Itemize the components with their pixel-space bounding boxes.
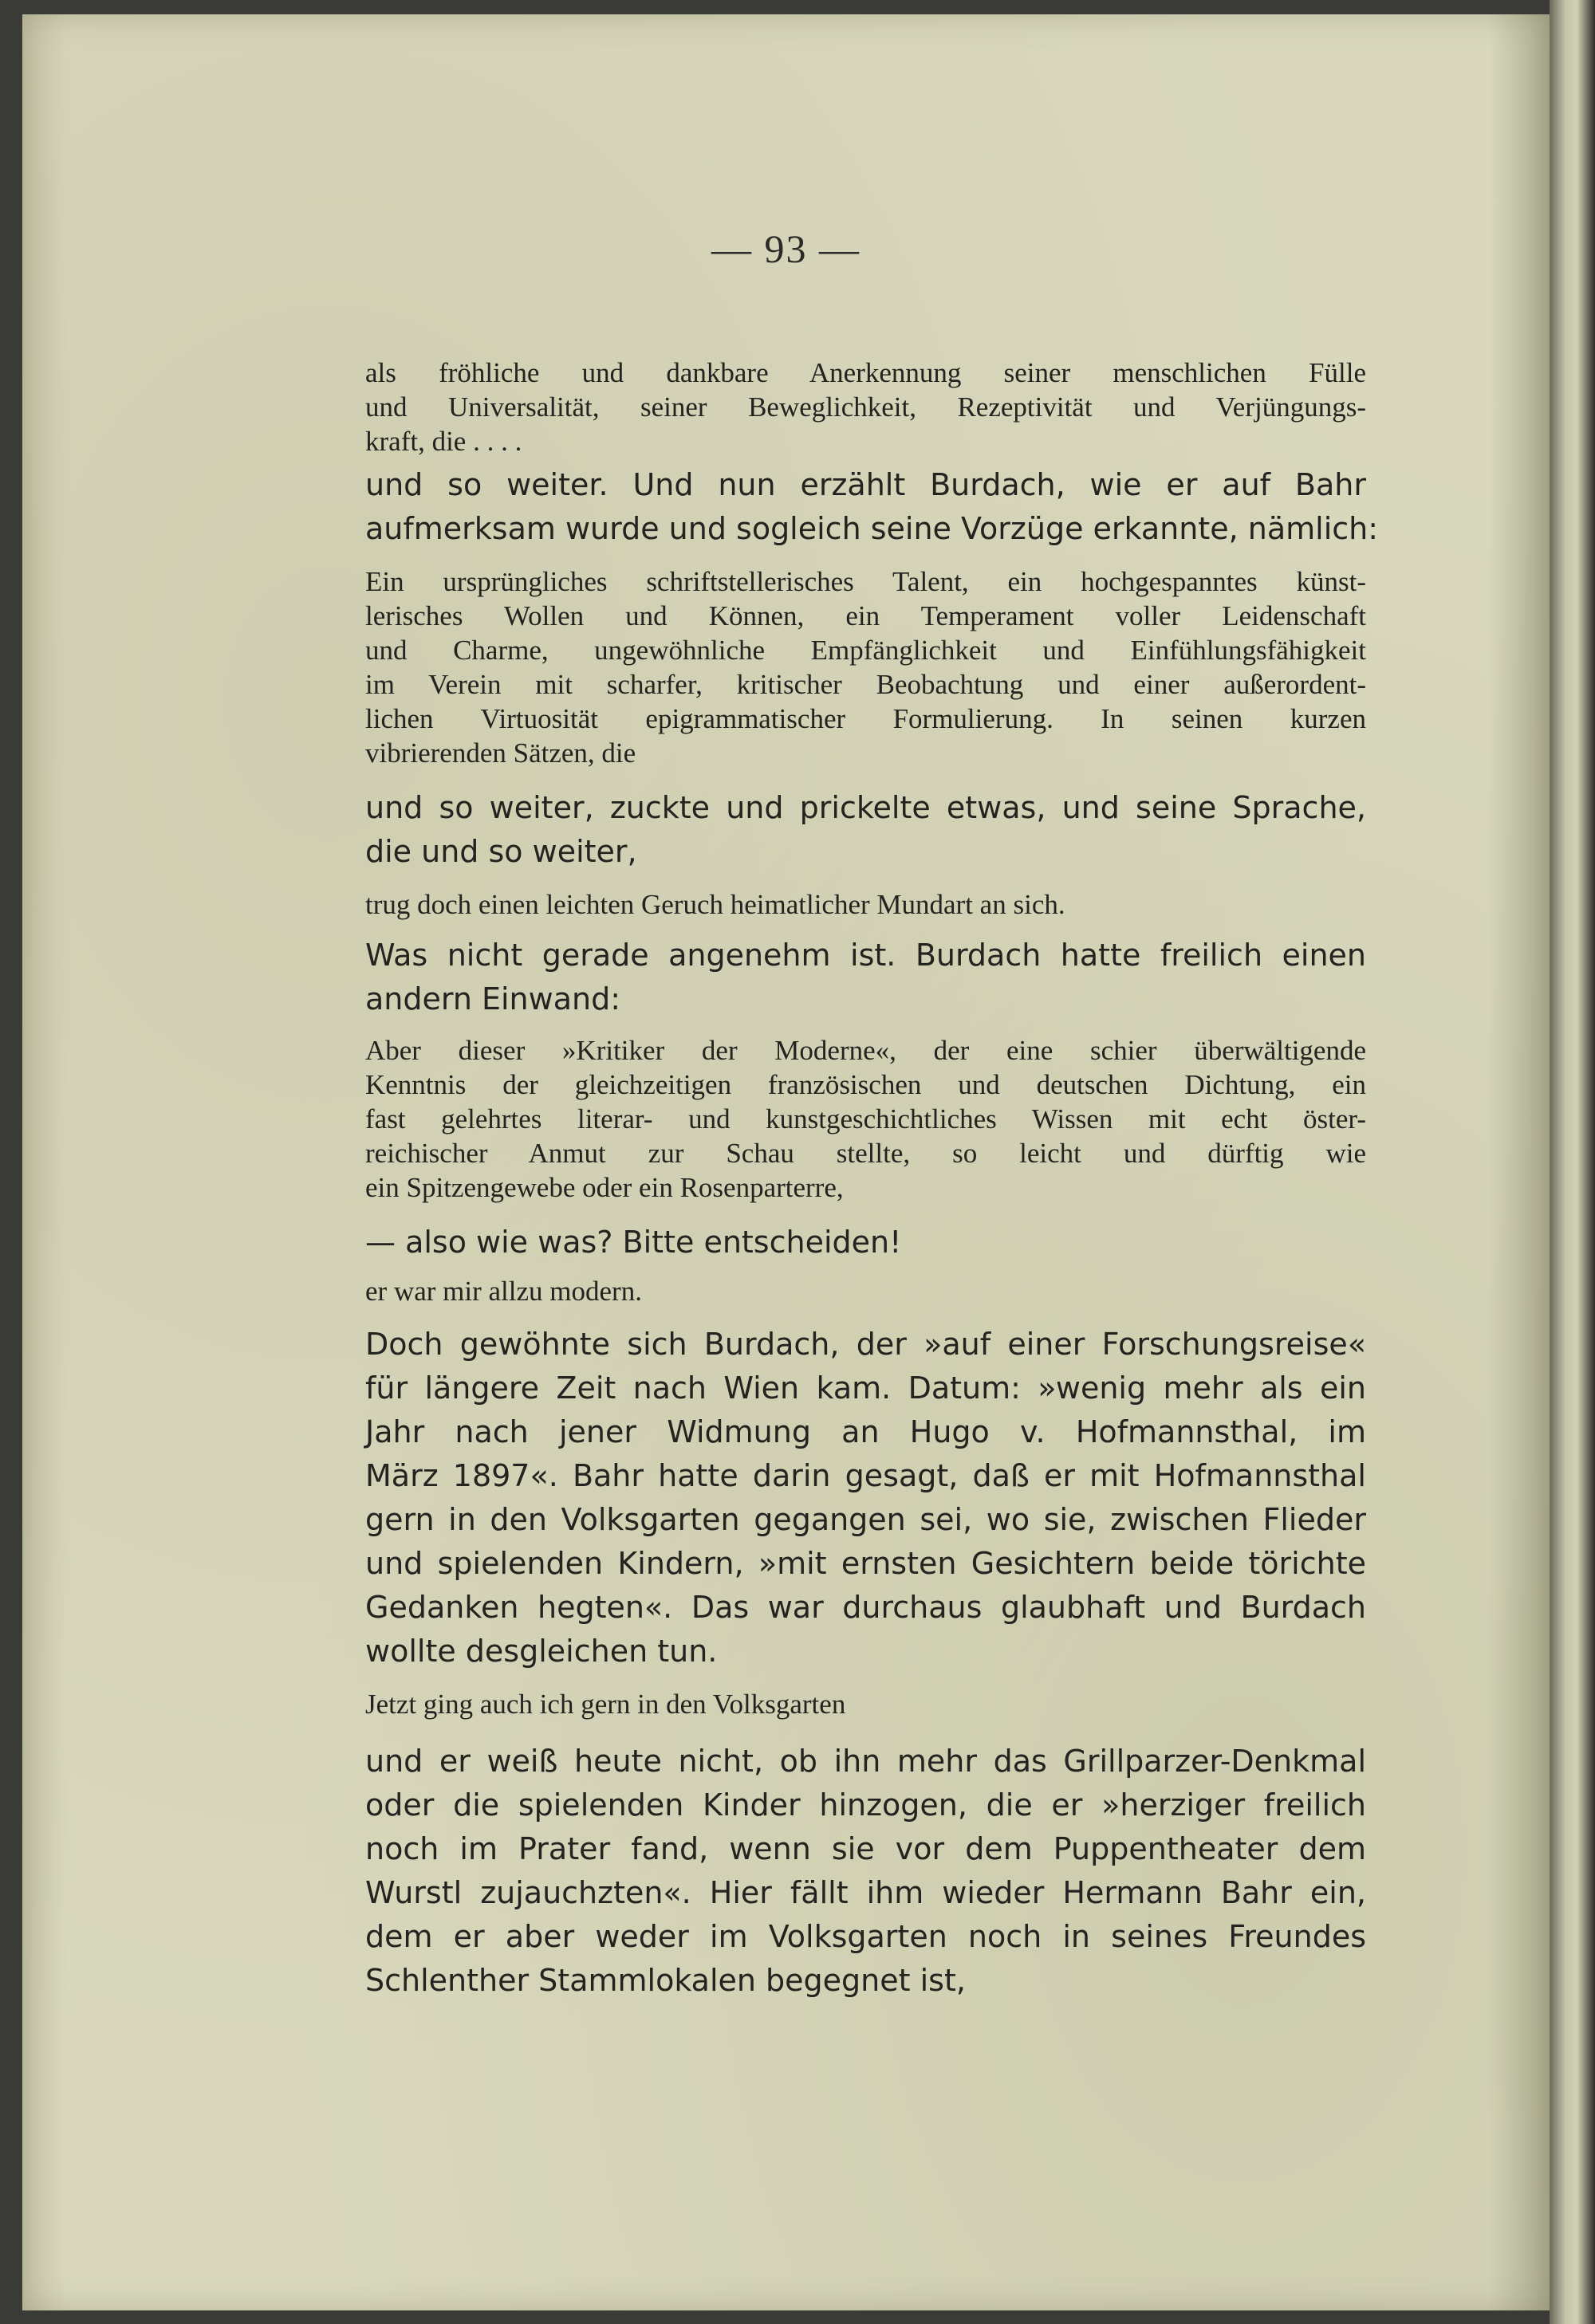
bleed-through-marks: ​ <box>58 132 63 201</box>
text-line: reichischer Anmut zur Schau stellte, so leicht und dürftig wie <box>365 1138 1366 1169</box>
text-line: März 1897«. Bahr hatte darin gesagt, daß er mit Hofmannsthal <box>365 1458 1366 1493</box>
book-spine <box>1550 0 1595 2324</box>
text-line: für längere Zeit nach Wien kam. Datum: »wenig mehr als ein <box>365 1370 1366 1406</box>
text-line: im Verein mit scharfer, kritischer Beobachtung und einer außerordent- <box>365 669 1366 700</box>
text-line: lichen Virtuosität epigrammatischer Formulierung. In seinen kurzen <box>365 703 1366 734</box>
text-line: Kenntnis der gleichzeitigen französischen und deutschen Dichtung, ein <box>365 1069 1366 1100</box>
text-line: wollte desgleichen tun. <box>365 1634 718 1669</box>
text-line: fast gelehrtes literar- und kunstgeschichtliches Wissen mit echt öster- <box>365 1103 1366 1134</box>
text-line: dem er aber weder im Volksgarten noch in seines Freundes <box>365 1919 1366 1954</box>
body-paragraph-1 <box>365 463 1379 551</box>
text-line: und Charme, ungewöhnliche Empfänglichkeit und Einfühlungsfähigkeit <box>365 635 1366 666</box>
text-line: Aber dieser »Kritiker der Moderne«, der eine schier überwältigende <box>365 1035 1366 1066</box>
text-line: und Universalität, seiner Beweglichkeit, Rezeptivität und Verjüngungs- <box>365 391 1366 423</box>
text-line: aufmerksam wurde und sogleich seine Vorzüge erkannte, nämlich: <box>365 511 1379 546</box>
text-line: andern Einwand: <box>365 981 621 1017</box>
quote-paragraph-3 <box>365 887 1366 922</box>
quote-paragraph-5 <box>365 1274 1366 1308</box>
book-page <box>22 14 1550 2310</box>
text-line: und so weiter. Und nun erzählt Burdach, wie er auf Bahr <box>365 467 1366 502</box>
quote-paragraph-4 <box>365 1033 1366 1205</box>
text-line: Schlenther Stammlokalen begegnet ist, <box>365 1963 966 1998</box>
text-line: Ein ursprüngliches schriftstellerisches Talent, ein hochgespanntes künst- <box>365 566 1366 597</box>
body-paragraph-4 <box>365 1221 1366 1264</box>
text-line: kraft, die . . . . <box>365 426 522 457</box>
text-line: Gedanken hegten«. Das war durchaus glaubhaft und Burdach <box>365 1590 1366 1625</box>
quote-paragraph-6 <box>365 1687 1366 1721</box>
text-line: vibrierenden Sätzen, die <box>365 737 636 769</box>
text-line: Wurstl zujauchzten«. Hier fällt ihm wieder Hermann Bahr ein, <box>365 1875 1366 1910</box>
body-paragraph-2 <box>365 786 1366 874</box>
text-line: — also wie was? Bitte entscheiden! <box>365 1225 902 1260</box>
text-line: er war mir allzu modern. <box>365 1276 642 1307</box>
text-line: trug doch einen leichten Geruch heimatlicher Mundart an sich. <box>365 889 1065 920</box>
text-line: Jetzt ging auch ich gern in den Volksgarten <box>365 1689 846 1720</box>
text-line: die und so weiter, <box>365 834 637 869</box>
text-line: Was nicht gerade angenehm ist. Burdach hatte freilich einen <box>365 938 1366 973</box>
body-paragraph-6 <box>365 1740 1366 2003</box>
body-paragraph-5 <box>365 1323 1366 1673</box>
text-line: Jahr nach jener Widmung an Hugo v. Hofmannsthal, im <box>365 1414 1366 1449</box>
text-line: gern in den Volksgarten gegangen sei, wo sie, zwischen Flieder <box>365 1502 1366 1537</box>
text-line: ein Spitzengewebe oder ein Rosenparterre, <box>365 1172 844 1203</box>
text-line: oder die spielenden Kinder hinzogen, die er »herziger freilich <box>365 1787 1366 1823</box>
text-line: und spielenden Kindern, »mit ernsten Gesichtern beide törichte <box>365 1546 1366 1581</box>
quote-paragraph-2 <box>365 564 1366 770</box>
text-line: und er weiß heute nicht, ob ihn mehr das Grillparzer-Denkmal <box>365 1744 1366 1779</box>
body-paragraph-3 <box>365 934 1366 1021</box>
page-number: — 93 — <box>711 226 861 271</box>
text-line: lerisches Wollen und Können, ein Temperament voller Leidenschaft <box>365 600 1366 631</box>
text-line: und so weiter, zuckte und prickelte etwas, und seine Sprache, <box>365 790 1366 825</box>
text-line: Doch gewöhnte sich Burdach, der »auf einer Forschungsreise« <box>365 1327 1366 1362</box>
text-line: noch im Prater fand, wenn sie vor dem Puppentheater dem <box>365 1831 1366 1866</box>
quote-paragraph-1 <box>365 356 1366 458</box>
text-line: als fröhliche und dankbare Anerkennung seiner menschlichen Fülle <box>365 357 1366 388</box>
